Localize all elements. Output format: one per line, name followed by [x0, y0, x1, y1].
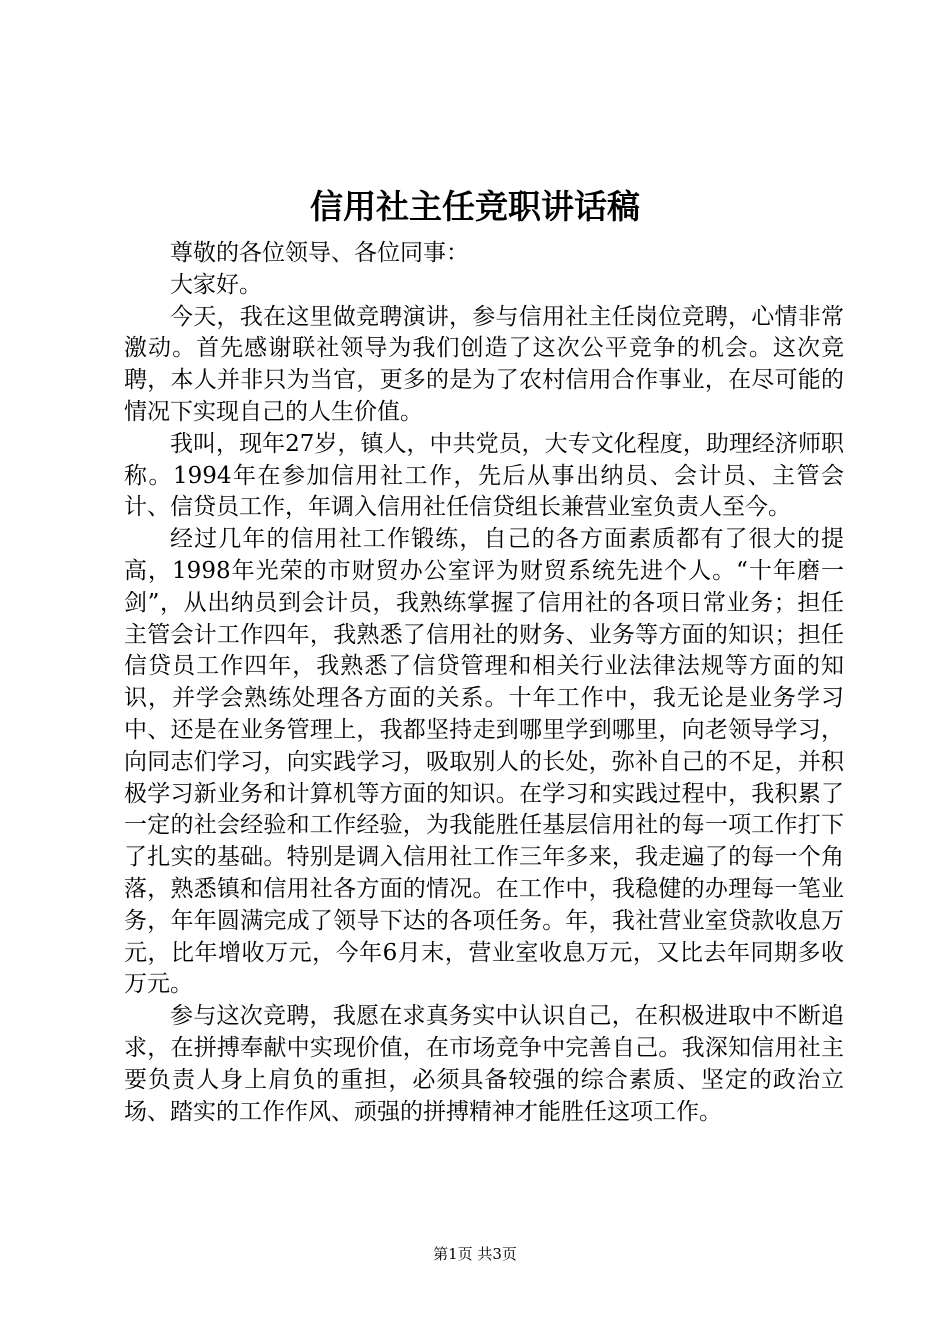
page-number-footer: 第1页 共3页 — [433, 1245, 517, 1263]
body-paragraph: 我叫，现年27岁，镇人，中共党员，大专文化程度，助理经济师职称。1994年在参加信用社工作，先后从事出纳员、会计员、主管会计、信贷员工作，年调入信用社任信贷组长兼营业室负责人至今。 — [124, 430, 844, 521]
document-body — [124, 238, 844, 1128]
greeting-paragraph: 大家好。 — [170, 271, 262, 298]
body-paragraph: 经过几年的信用社工作锻练，自己的各方面素质都有了很大的提高，1998年光荣的市财贸办公室评为财贸系统先进个人。“十年磨一剑”，从出纳员到会计员，我熟练掌握了信用社的各项日常业务；担任主管会计工作四年，我熟悉了信用社的财务、业务等方面的知识；担任信贷员工作四年，我熟悉了信贷管理和相关行业法律法规等方面的知识，并学会熟练处理各方面的关系。十年工作中，我无论是业务学习中、还是在业务管理上，我都坚持走到哪里学到哪里，向老领导学习，向同志们学习，向实践学习，吸取别人的长处，弥补自己的不足，并积极学习新业务和计算机等方面的知识。在学习和实践过程中，我积累了一定的社会经验和工作经验，为我能胜任基层信用社的每一项工作打下了扎实的基础。特别是调入信用社工作三年多来，我走遍了的每一个角落，熟悉镇和信用社各方面的情况。在工作中，我稳健的办理每一笔业务，年年圆满完成了领导下达的各项任务。年，我社营业室贷款收息万元，比年增收万元，今年6月末，营业室收息万元，又比去年同期多收万元。 — [124, 526, 844, 998]
body-paragraph: 参与这次竞聘，我愿在求真务实中认识自己，在积极进取中不断追求，在拼搏奉献中实现价值，在市场竞争中完善自己。我深知信用社主要负责人身上肩负的重担，必须具备较强的综合素质、坚定的政治立场、踏实的工作作风、顽强的拼搏精神才能胜任这项工作。 — [124, 1003, 844, 1125]
document-title: 信用社主任竞职讲话稿 — [310, 187, 640, 226]
body-paragraph: 今天，我在这里做竞聘演讲，参与信用社主任岗位竞聘，心情非常激动。首先感谢联社领导为我们创造了这次公平竞争的机会。这次竞聘，本人并非只为当官，更多的是为了农村信用合作事业，在尽可能的情况下实现自己的人生价值。 — [124, 303, 844, 425]
salutation-paragraph: 尊敬的各位领导、各位同事： — [170, 240, 469, 266]
